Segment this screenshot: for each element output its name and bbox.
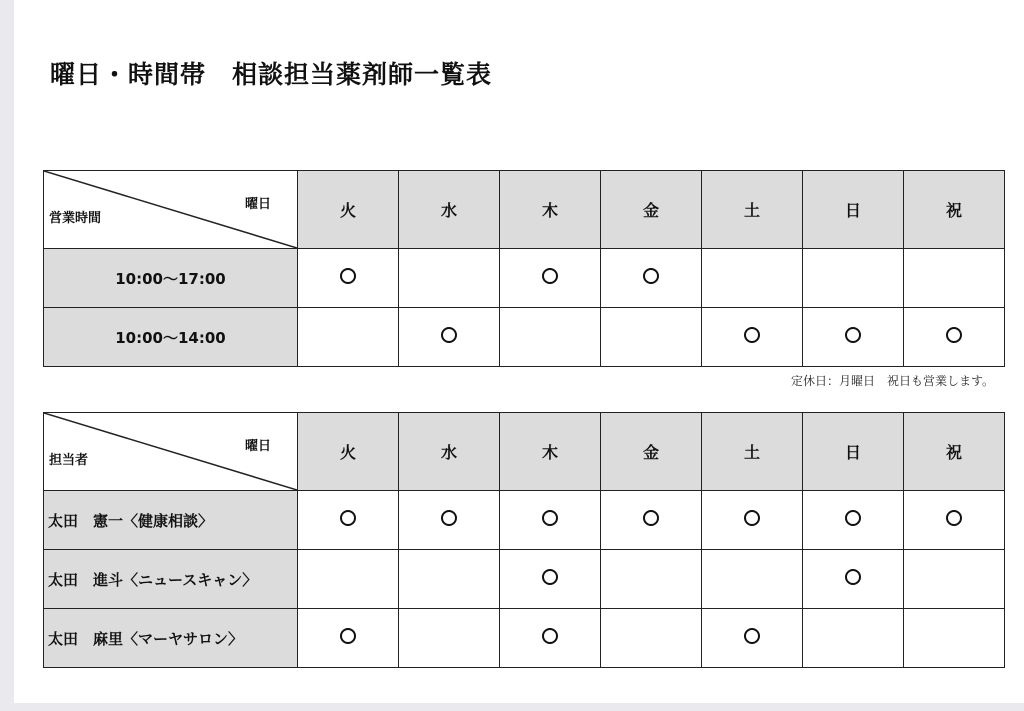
- staff-row: [44, 491, 1005, 550]
- day-header-fri: 金: [601, 171, 702, 249]
- available-mark: [845, 327, 861, 343]
- schedule-cell: [803, 491, 904, 550]
- staff-row-label: 太田 麻里〈マーヤサロン〉: [44, 609, 298, 668]
- schedule-cell: [399, 609, 500, 668]
- schedule-cell: [399, 308, 500, 367]
- schedule-cell: [803, 249, 904, 308]
- staff-corner-cell: [44, 413, 298, 491]
- schedule-cell: [601, 249, 702, 308]
- day-header-tue: 火: [298, 413, 399, 491]
- available-mark: [643, 510, 659, 526]
- schedule-cell: [904, 550, 1005, 609]
- day-header-holiday: 祝: [904, 413, 1005, 491]
- schedule-cell: [904, 609, 1005, 668]
- schedule-cell: [803, 609, 904, 668]
- schedule-cell: [702, 249, 803, 308]
- schedule-cell: [399, 249, 500, 308]
- schedule-cell: [399, 491, 500, 550]
- day-header-fri: 金: [601, 413, 702, 491]
- day-header-sat: 土: [702, 413, 803, 491]
- available-mark: [946, 327, 962, 343]
- schedule-cell: [298, 609, 399, 668]
- staff-row-label: 太田 進斗〈ニュースキャン〉: [44, 550, 298, 609]
- schedule-cell: [702, 609, 803, 668]
- schedule-cell: [702, 308, 803, 367]
- staff-row: [44, 550, 1005, 609]
- schedule-cell: [601, 609, 702, 668]
- available-mark: [441, 510, 457, 526]
- schedule-cell: [500, 609, 601, 668]
- schedule-cell: [904, 249, 1005, 308]
- day-header-thu: 木: [500, 171, 601, 249]
- hours-row-label: 10:00〜17:00: [44, 249, 298, 308]
- staff-row-label: 太田 憲一〈健康相談〉: [44, 491, 298, 550]
- hours-header-row: [44, 171, 1005, 249]
- schedule-cell: [500, 491, 601, 550]
- staff-row: [44, 609, 1005, 668]
- schedule-cell: [601, 308, 702, 367]
- staff-table: [43, 412, 1005, 668]
- available-mark: [542, 268, 558, 284]
- hours-corner-cell: [44, 171, 298, 249]
- corner-day-label: 曜日: [244, 439, 271, 454]
- schedule-cell: [298, 308, 399, 367]
- available-mark: [744, 628, 760, 644]
- available-mark: [542, 569, 558, 585]
- hours-row: [44, 308, 1005, 367]
- document-page: [14, 0, 1024, 703]
- schedule-cell: [399, 550, 500, 609]
- day-header-sun: 日: [803, 171, 904, 249]
- schedule-cell: [500, 308, 601, 367]
- day-header-tue: 火: [298, 171, 399, 249]
- available-mark: [744, 510, 760, 526]
- available-mark: [542, 628, 558, 644]
- staff-header-row: [44, 413, 1005, 491]
- schedule-cell: [904, 491, 1005, 550]
- schedule-cell: [298, 249, 399, 308]
- available-mark: [845, 569, 861, 585]
- page-title: 曜日・時間帯 相談担当薬剤師一覧表: [50, 60, 493, 89]
- schedule-cell: [904, 308, 1005, 367]
- closed-day-note: 定休日：月曜日 祝日も営業します。: [790, 374, 994, 388]
- available-mark: [643, 268, 659, 284]
- available-mark: [946, 510, 962, 526]
- schedule-cell: [601, 550, 702, 609]
- schedule-cell: [702, 550, 803, 609]
- schedule-cell: [298, 491, 399, 550]
- day-header-holiday: 祝: [904, 171, 1005, 249]
- schedule-cell: [500, 550, 601, 609]
- schedule-cell: [803, 308, 904, 367]
- available-mark: [845, 510, 861, 526]
- hours-row-label: 10:00〜14:00: [44, 308, 298, 367]
- available-mark: [340, 628, 356, 644]
- day-header-wed: 水: [399, 171, 500, 249]
- corner-day-label: 曜日: [244, 197, 271, 212]
- day-header-sun: 日: [803, 413, 904, 491]
- hours-row: [44, 249, 1005, 308]
- available-mark: [542, 510, 558, 526]
- hours-table: [43, 170, 1005, 367]
- schedule-cell: [298, 550, 399, 609]
- schedule-cell: [500, 249, 601, 308]
- schedule-cell: [702, 491, 803, 550]
- schedule-cell: [601, 491, 702, 550]
- available-mark: [744, 327, 760, 343]
- day-header-wed: 水: [399, 413, 500, 491]
- day-header-thu: 木: [500, 413, 601, 491]
- corner-hours-label: 営業時間: [49, 211, 102, 226]
- available-mark: [441, 327, 457, 343]
- day-header-sat: 土: [702, 171, 803, 249]
- available-mark: [340, 510, 356, 526]
- schedule-cell: [803, 550, 904, 609]
- corner-staff-label: 担当者: [49, 453, 89, 468]
- available-mark: [340, 268, 356, 284]
